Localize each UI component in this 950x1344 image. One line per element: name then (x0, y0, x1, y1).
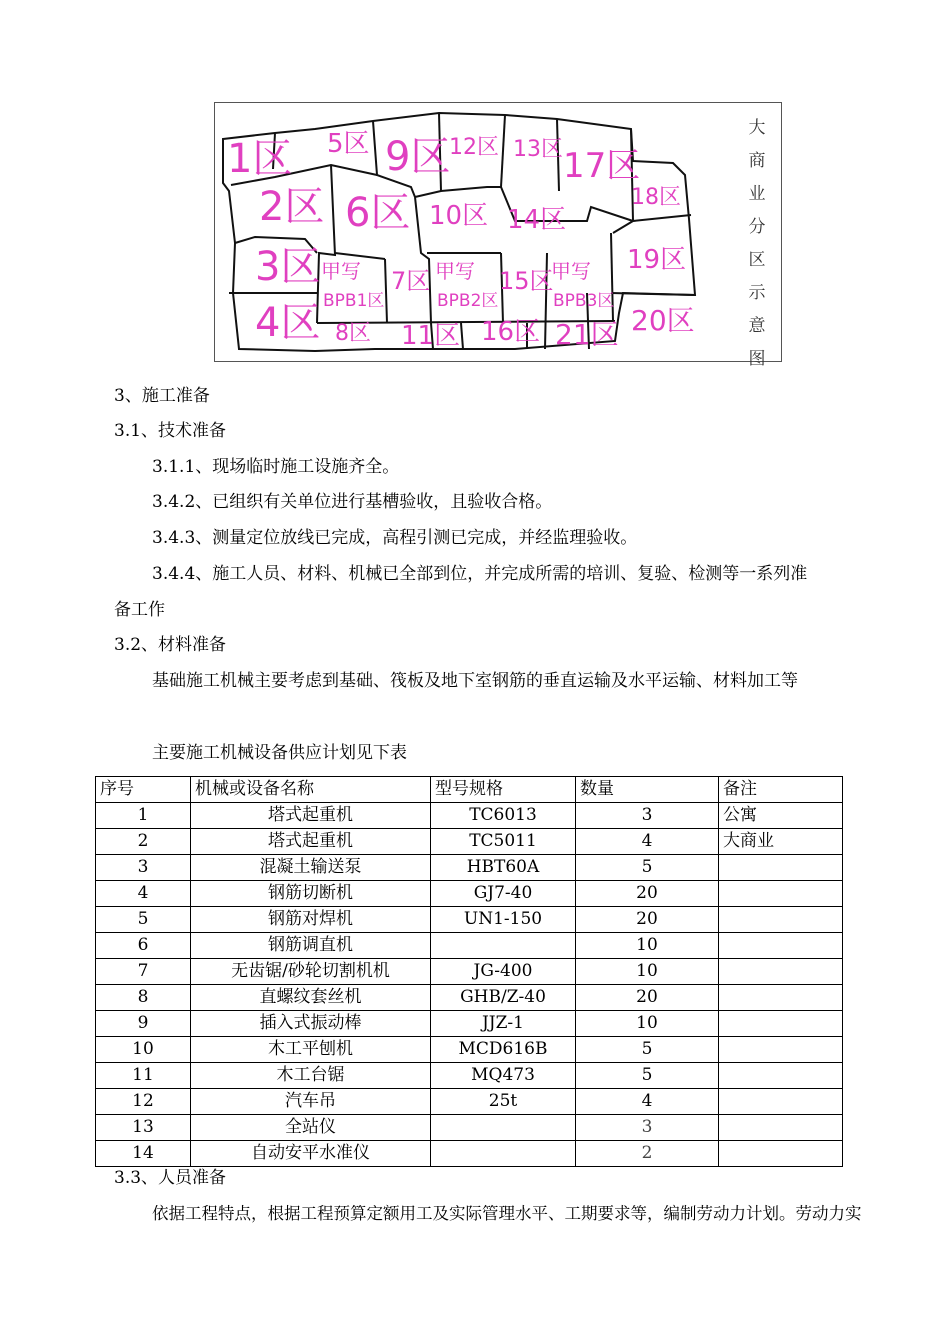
diagram-vertical-title (744, 112, 770, 376)
cell-name: 塔式起重机 (191, 829, 431, 855)
paragraph-3-4-2: 3.4.2、已组织有关单位进行基槽验收，且验收合格。 (152, 492, 553, 512)
header-cell: 数量 (576, 777, 719, 803)
cell-index: 11 (96, 1063, 191, 1089)
zone-6-label: 6区 (345, 190, 411, 236)
zone-11-label: 11区 (401, 321, 461, 351)
zone-2-label: 2区 (259, 184, 325, 230)
cell-name: 全站仪 (191, 1115, 431, 1141)
section-heading-3-3: 3.3、人员准备 (114, 1168, 227, 1188)
table-row (96, 829, 843, 855)
table-row (96, 1063, 843, 1089)
zone-jiaxie-3-label: 甲写 (551, 259, 591, 283)
cell-index: 5 (96, 907, 191, 933)
table-caption: 主要施工机械设备供应计划见下表 (152, 743, 407, 763)
section-heading-3: 3、施工准备 (114, 386, 210, 406)
cell-name: 塔式起重机 (191, 803, 431, 829)
cell-qty: 10 (576, 959, 719, 985)
cell-model: JJZ-1 (431, 1011, 576, 1037)
zone-16-label: 16区 (481, 317, 541, 347)
cell-note: 大商业 (719, 829, 843, 855)
header-cell: 备注 (719, 777, 843, 803)
cell-index: 13 (96, 1115, 191, 1141)
cell-name: 混凝土输送泵 (191, 855, 431, 881)
zoning-diagram (214, 102, 782, 362)
cell-qty: 10 (576, 1011, 719, 1037)
cell-model: TC5011 (431, 829, 576, 855)
cell-model (431, 1141, 576, 1167)
zone-9-label: 9区 (385, 134, 451, 180)
paragraph-3-4-3: 3.4.3、测量定位放线已完成，高程引测已完成，并经监理验收。 (152, 528, 638, 548)
cell-qty: 5 (576, 1037, 719, 1063)
cell-qty: 20 (576, 907, 719, 933)
cell-note (719, 1089, 843, 1115)
cell-model: UN1-150 (431, 907, 576, 933)
zone-19-label: 19区 (627, 245, 687, 275)
cell-index: 7 (96, 959, 191, 985)
zone-bpb1-label: BPB1区 (323, 291, 385, 311)
table-row (96, 1141, 843, 1167)
cell-model (431, 1115, 576, 1141)
cell-index: 1 (96, 803, 191, 829)
table-row (96, 1037, 843, 1063)
cell-name: 钢筋对焊机 (191, 907, 431, 933)
cell-qty: 2 (576, 1141, 719, 1167)
table-row (96, 803, 843, 829)
cell-model: TC6013 (431, 803, 576, 829)
cell-qty: 5 (576, 855, 719, 881)
vtitle-char: 区 (748, 250, 766, 270)
paragraph-3-4-4: 3.4.4、施工人员、材料、机械已全部到位，并完成所需的培训、复验、检测等一系列准 (152, 564, 808, 584)
paragraph-3-3: 依据工程特点，根据工程预算定额用工及实际管理水平、工期要求等，编制劳动力计划。劳动力实 (152, 1204, 862, 1223)
table-row (96, 855, 843, 881)
table-row (96, 985, 843, 1011)
zone-jiaxie-1-label: 甲写 (321, 259, 361, 283)
cell-qty: 4 (576, 1089, 719, 1115)
zone-7-label: 7区 (391, 267, 431, 295)
cell-note (719, 1141, 843, 1167)
zone-21-label: 21区 (555, 318, 619, 351)
cell-model: GHB/Z-40 (431, 985, 576, 1011)
zone-bpb2-label: BPB2区 (437, 291, 499, 311)
cell-note (719, 1037, 843, 1063)
cell-name: 汽车吊 (191, 1089, 431, 1115)
cell-name: 无齿锯/砂轮切割机机 (191, 959, 431, 985)
table-row (96, 933, 843, 959)
cell-qty: 3 (576, 1115, 719, 1141)
cell-index: 12 (96, 1089, 191, 1115)
cell-note: 公寓 (719, 803, 843, 829)
table-row (96, 1115, 843, 1141)
zone-5-label: 5区 (327, 129, 370, 159)
header-cell: 型号规格 (431, 777, 576, 803)
zone-14-label: 14区 (507, 205, 567, 235)
cell-name: 钢筋切断机 (191, 881, 431, 907)
cell-index: 3 (96, 855, 191, 881)
vtitle-char: 大 (748, 118, 766, 138)
vtitle-char: 商 (748, 151, 766, 171)
cell-qty: 5 (576, 1063, 719, 1089)
table-row (96, 881, 843, 907)
cell-name: 直螺纹套丝机 (191, 985, 431, 1011)
cell-model (431, 933, 576, 959)
section-heading-3-2: 3.2、材料准备 (114, 635, 227, 655)
cell-name: 钢筋调直机 (191, 933, 431, 959)
cell-name: 自动安平水准仪 (191, 1141, 431, 1167)
cell-index: 8 (96, 985, 191, 1011)
header-cell: 机械或设备名称 (191, 777, 431, 803)
table-row (96, 1089, 843, 1115)
cell-note (719, 907, 843, 933)
zone-20-label: 20区 (631, 304, 695, 337)
cell-note (719, 959, 843, 985)
vtitle-char: 示 (748, 283, 766, 303)
cell-index: 10 (96, 1037, 191, 1063)
zone-4-label: 4区 (255, 300, 321, 346)
zone-13-label: 13区 (513, 137, 563, 162)
zone-3-label: 3区 (255, 244, 321, 290)
section-heading-3-1: 3.1、技术准备 (114, 421, 227, 441)
zone-jiaxie-2-label: 甲写 (435, 259, 475, 283)
cell-qty: 20 (576, 985, 719, 1011)
zone-10-label: 10区 (429, 201, 489, 231)
zone-15-label: 15区 (499, 267, 554, 295)
cell-note (719, 881, 843, 907)
cell-index: 14 (96, 1141, 191, 1167)
cell-qty: 10 (576, 933, 719, 959)
cell-index: 9 (96, 1011, 191, 1037)
table-row (96, 907, 843, 933)
cell-qty: 3 (576, 803, 719, 829)
table-row (96, 1011, 843, 1037)
table-row (96, 959, 843, 985)
zone-bpb3-label: BPB3区 (553, 291, 615, 311)
equipment-table (95, 776, 843, 1167)
cell-note (719, 985, 843, 1011)
vtitle-char: 分 (748, 217, 766, 237)
cell-name: 插入式振动棒 (191, 1011, 431, 1037)
cell-index: 2 (96, 829, 191, 855)
cell-note (719, 855, 843, 881)
zone-12-label: 12区 (449, 135, 499, 160)
vtitle-char: 意 (748, 316, 766, 336)
vtitle-char: 图 (748, 349, 766, 369)
cell-model: HBT60A (431, 855, 576, 881)
table-header-row (96, 777, 843, 803)
header-cell: 序号 (96, 777, 191, 803)
cell-model: 25t (431, 1089, 576, 1115)
cell-model: MCD616B (431, 1037, 576, 1063)
cell-model: GJ7-40 (431, 881, 576, 907)
cell-note (719, 1063, 843, 1089)
cell-note (719, 933, 843, 959)
paragraph-3-1-1: 3.1.1、现场临时施工设施齐全。 (152, 457, 400, 477)
zone-1-label: 1区 (227, 136, 293, 182)
cell-model: MQ473 (431, 1063, 576, 1089)
cell-qty: 20 (576, 881, 719, 907)
paragraph-3-2: 基础施工机械主要考虑到基础、筏板及地下室钢筋的垂直运输及水平运输、材料加工等 (152, 671, 798, 691)
cell-index: 4 (96, 881, 191, 907)
paragraph-3-4-4-cont: 备工作 (114, 600, 165, 620)
zone-18-label: 18区 (631, 185, 681, 210)
zone-17-label: 17区 (563, 146, 641, 186)
cell-name: 木工台锯 (191, 1063, 431, 1089)
cell-name: 木工平刨机 (191, 1037, 431, 1063)
cell-model: JG-400 (431, 959, 576, 985)
cell-qty: 4 (576, 829, 719, 855)
zone-8-label: 8区 (335, 321, 371, 346)
cell-note (719, 1115, 843, 1141)
vtitle-char: 业 (748, 184, 766, 204)
cell-note (719, 1011, 843, 1037)
cell-index: 6 (96, 933, 191, 959)
